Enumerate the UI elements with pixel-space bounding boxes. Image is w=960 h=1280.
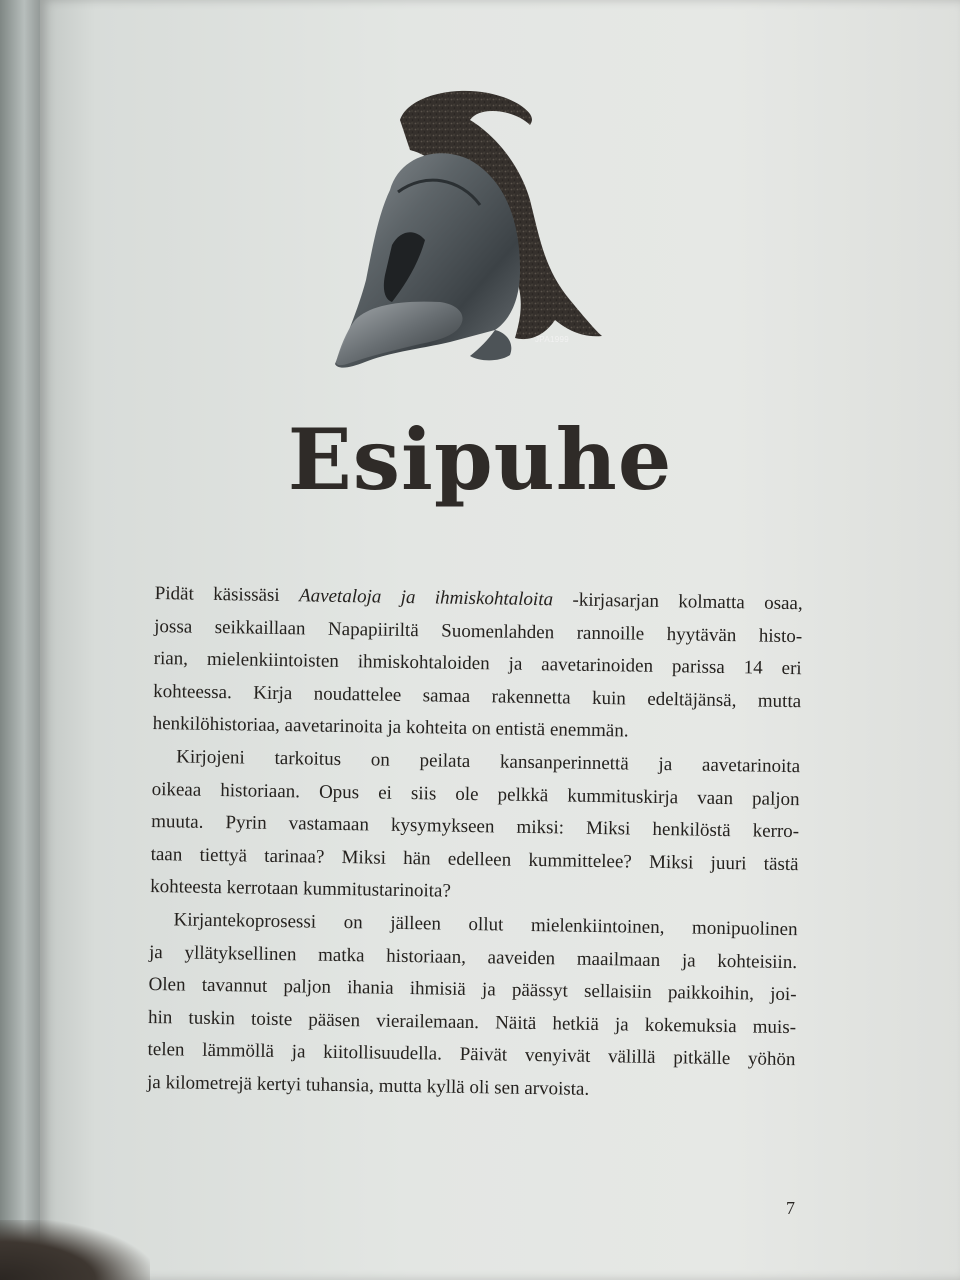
illustration-credit: JPA1999 xyxy=(535,335,569,344)
chapter-title: Esipuhe xyxy=(287,410,673,509)
text-line: telen lämmöllä ja kiitollisuudella. Päivät venyivät välillä pitkälle yöhön xyxy=(147,1039,796,1071)
text-line: hin tuskin toiste pääsen vierailemaan. Näitä hetkiä ja kokemuksia muis- xyxy=(147,1006,797,1038)
text-line: ja yllätyksellinen matka historiaan, aaveiden maailmaan ja kohteisiin. xyxy=(148,941,798,973)
text-line: henkilöhistoriaa, aavetarinoita ja kohteita on entistä enemmän. xyxy=(152,713,629,742)
text-line: Pidät käsissäsi Aavetaloja ja ihmiskohtaloita -kirjasarjan kolmatta osaa, xyxy=(154,582,803,615)
text-line: Olen tavannut paljon ihania ihmisiä ja päässyt sellaisiin paikkoihin, joi- xyxy=(148,974,797,1006)
previous-page-edge xyxy=(0,0,44,1280)
text-line: muuta. Pyrin vastamaan kysymykseen miksi: Miksi henkilöstä kerro- xyxy=(151,811,800,843)
text-line: kohteessa. Kirja noudattelee samaa rakennetta kuin edeltäjänsä, mutta xyxy=(153,680,802,712)
text-line: Kirjantekoprosessi on jälleen ollut mielenkiintoinen, monipuolinen xyxy=(173,909,798,941)
table-corner xyxy=(0,1220,150,1280)
book-series-title: Aavetaloja ja ihmiskohtaloita xyxy=(298,585,554,611)
text-line: kohteesta kerrotaan kummitustarinoita? xyxy=(149,876,452,903)
cheek-guard xyxy=(336,302,463,366)
text-line: taan tiettyä tarinaa? Miksi hän edelleen kummittelee? Miksi juuri tästä xyxy=(150,843,799,875)
text-line: Kirjojeni tarkoitus on peilata kansanperinnettä ja aavetarinoita xyxy=(176,746,801,778)
text-line: rian, mielenkiintoisten ihmiskohtaloiden ja aavetarinoiden parissa 14 eri xyxy=(153,648,802,680)
text-line: oikeaa historiaan. Opus ei siis ole pelkkä kummituskirja vaan paljon xyxy=(151,778,800,810)
body-text xyxy=(147,578,803,1110)
text-line: jossa seikkaillaan Napapiiriltä Suomenlahden rannoille hyytävän histo- xyxy=(154,615,803,647)
page-number: 7 xyxy=(786,1198,795,1218)
text-line: ja kilometrejä kertyi tuhansia, mutta kyllä oli sen arvoista. xyxy=(146,1071,590,1100)
